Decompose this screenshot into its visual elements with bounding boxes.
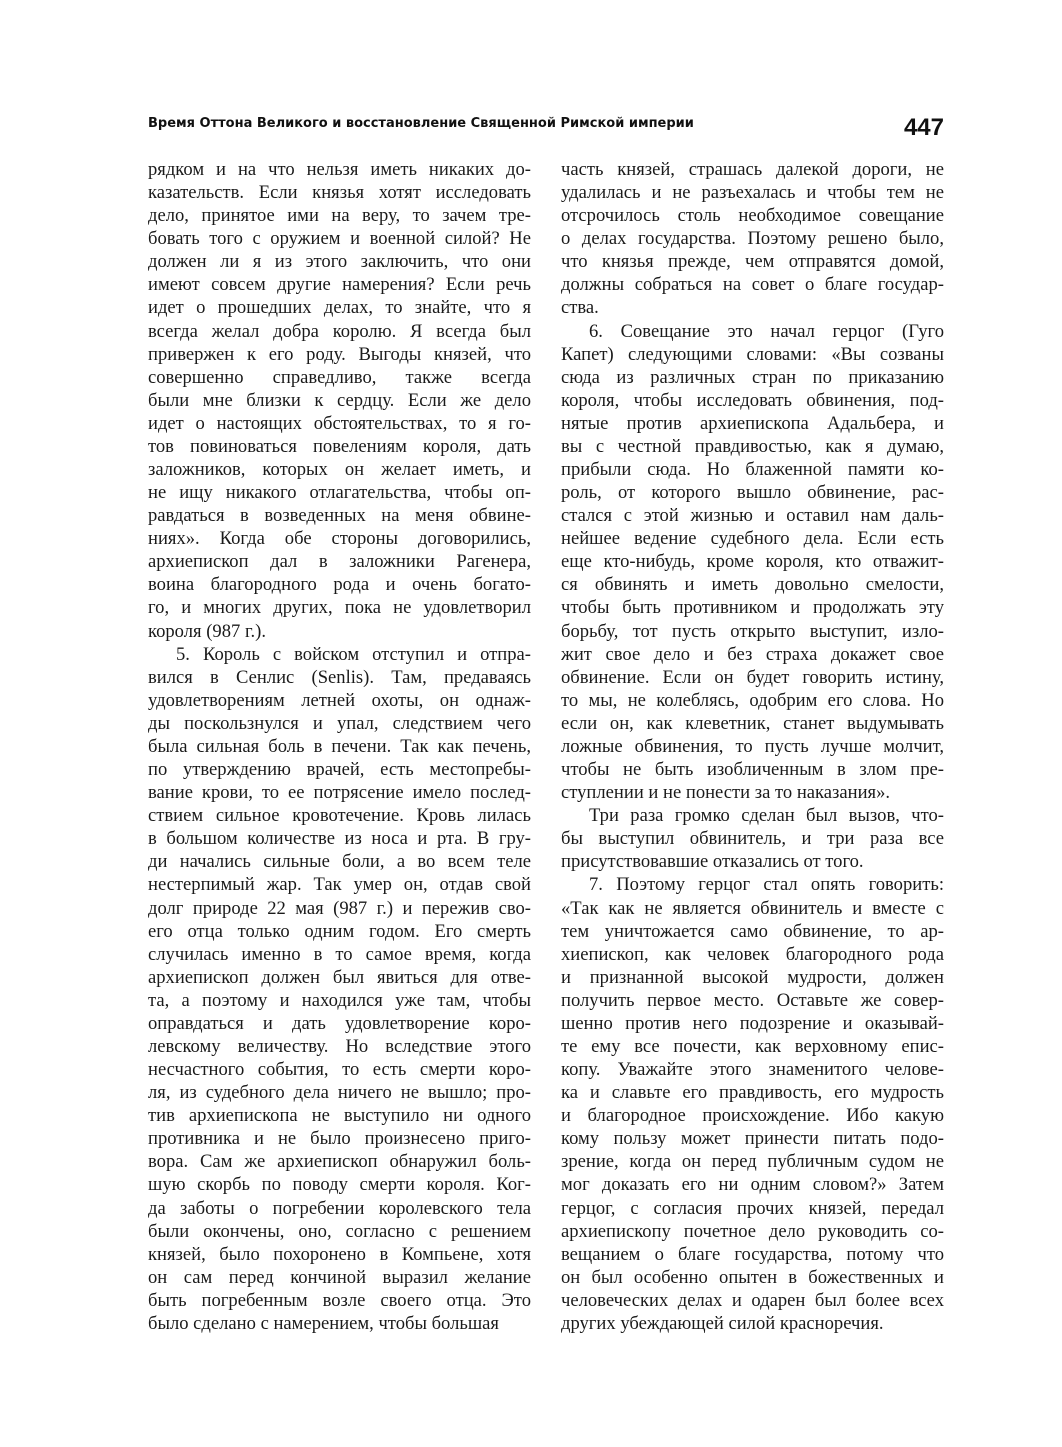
text-line: в большом количестве из носа и рта. В гру- — [148, 828, 531, 850]
text-line: казательств. Если князья хотят исследовать — [148, 182, 531, 204]
text-line: долг природе 22 мая (987 г.) и пережив сво- — [148, 897, 531, 919]
text-line: кому пользу может принести питать подо- — [561, 1128, 944, 1150]
text-line: ступлении и не понести за то наказания». — [561, 782, 891, 804]
text-line: герцог, с согласия прочих князей, передал — [561, 1197, 944, 1219]
text-line: о делах государства. Поэтому решено было, — [561, 228, 944, 250]
text-line: вился в Сенлис (Senlis). Там, предаваясь — [148, 666, 531, 688]
text-line: копу. Уважайте этого знаменитого челове- — [561, 1059, 944, 1081]
text-line: ложные обвинения, то пусть лучше молчит, — [561, 735, 944, 757]
text-line: его отца только одним годом. Его смерть — [148, 920, 531, 942]
right-text-column — [561, 158, 944, 1335]
text-line: было сделано с намерением, чтобы большая — [148, 1312, 499, 1334]
text-line: архиепископ должен был явиться для отве- — [148, 966, 531, 988]
text-line: вещанием о благе государства, потому что — [561, 1243, 944, 1265]
text-line: и признанной высокой мудрости, должен — [561, 966, 944, 988]
text-line: он сам перед кончиной выразил желание — [148, 1266, 531, 1288]
text-line: ди начались сильные боли, а во всем теле — [148, 851, 531, 873]
text-line: воина благородного рода и очень богато- — [148, 574, 531, 596]
text-line: совершенно справедливо, также всегда — [148, 366, 531, 388]
left-text-column — [148, 158, 531, 1335]
text-line: бы выступил обвинитель, и три раза все — [561, 828, 944, 850]
text-line: нестерпимый жар. Так умер он, отдав свой — [148, 874, 531, 896]
text-line: Капет) следующими словами: «Вы созваны — [561, 343, 944, 365]
text-line: чтобы быть противником и продолжать эту — [561, 597, 944, 619]
text-line: левскому величеству. Но вследствие этого — [148, 1035, 531, 1057]
text-line: заложников, которых он желает иметь, и — [148, 459, 531, 481]
text-line: тов повиноваться повелениям короля, дать — [148, 435, 531, 457]
text-line: роль, от которого вышло обвинение, рас- — [561, 482, 944, 504]
text-line: зрение, когда он перед публичным судом не — [561, 1151, 944, 1173]
text-line: жит свое дело и без страха докажет свое — [561, 643, 944, 665]
text-line: хиепископ, как человек благородного рода — [561, 943, 944, 965]
text-line: чтобы не быть изобличенным в злом пре- — [561, 759, 944, 781]
text-line: идет о настоящих обстоятельствах, то я го- — [148, 412, 531, 434]
text-line: обвинение. Если он будет говорить истину, — [561, 666, 944, 688]
text-line: часть князей, страшась далекой дороги, не — [561, 159, 944, 180]
text-line: короля, чтобы исследовать обвинения, под- — [561, 389, 944, 411]
text-line: и благородное происхождение. Ибо какую — [561, 1105, 944, 1127]
text-line: еще кто-нибудь, кроме короля, кто отважит- — [561, 551, 944, 573]
text-line: шенно против него подозрение и оказывай- — [561, 1012, 944, 1034]
text-line: должен ли я из этого заключить, что они — [148, 251, 531, 273]
text-line: имеют совсем другие намерения? Если речь — [148, 274, 531, 296]
running-title: Время Оттона Великого и восстановление Священной Римской империи — [148, 116, 694, 131]
text-line: ды поскользнулся и упал, следствием чего — [148, 712, 531, 734]
text-line: борьбу, тот пусть открыто выступит, изло- — [561, 620, 944, 642]
text-line: равдаться в возведенных на меня обвине- — [148, 505, 531, 527]
text-line: го, и многих других, пока не удовлетворил — [148, 597, 531, 619]
text-line: если он, как клеветник, станет выдумывать — [561, 712, 944, 734]
text-line: короля (987 г.). — [148, 620, 266, 642]
text-line: были окончены, оно, согласно с решением — [148, 1220, 531, 1242]
text-line: удовлетворениям летней охоты, он однаж- — [148, 689, 531, 711]
text-line: князей, было похоронено в Компьене, хотя — [148, 1243, 531, 1265]
text-line: стался с этой жизнью и оставил нам даль- — [561, 505, 944, 527]
text-line: быть погребенным возле своего отца. Это — [148, 1289, 531, 1311]
page-number: 447 — [903, 114, 944, 141]
text-line: тив архиепископа не выступило ни одного — [148, 1105, 531, 1127]
text-line: 6. Совещание это начал герцог (Гуго — [589, 320, 944, 342]
text-line: других убеждающей силой красноречия. — [561, 1312, 884, 1334]
text-line: противника и не было произнесено приго- — [148, 1128, 531, 1150]
text-line: он был особенно опытен в божественных и — [561, 1266, 944, 1288]
text-line: вора. Сам же архиепископ обнаружил боль- — [148, 1151, 531, 1173]
text-line: оправдаться и дать удовлетворение коро- — [148, 1012, 531, 1034]
text-line: 5. Король с войском отступил и отпра- — [176, 643, 531, 665]
text-line: нейшее ведение судебного дела. Если есть — [561, 528, 944, 550]
text-line: архиепископу почетное дело руководить со- — [561, 1220, 944, 1242]
text-line: получить первое место. Оставьте же совер- — [561, 989, 944, 1011]
text-line: должны собраться на совет о благе государ- — [561, 274, 944, 296]
text-line: всегда желал добра королю. Я всегда был — [148, 320, 531, 342]
text-line: удалилась и не разъехалась и чтобы тем не — [561, 182, 944, 204]
text-line: по утверждению врачей, есть местопребы- — [148, 759, 531, 781]
text-line: та, а поэтому и находился уже там, чтобы — [148, 989, 531, 1011]
text-line: были мне близки к сердцу. Если же дело — [148, 389, 531, 411]
text-line: ся обвинять и иметь довольно смелости, — [561, 574, 944, 596]
text-line: архиепископ дал в заложники Рагенера, — [148, 551, 531, 573]
text-line: 7. Поэтому герцог стал опять говорить: — [589, 874, 944, 896]
text-line: отсрочилось столь необходимое совещание — [561, 205, 944, 227]
text-line: те ему все почести, как верховному епис- — [561, 1035, 944, 1057]
text-line: идет о прошедших делах, то знайте, что я — [148, 297, 531, 319]
text-line: не ищу никакого отлагательства, чтобы оп- — [148, 482, 531, 504]
text-line: дело, принятое ими на веру, то зачем тре- — [148, 205, 531, 227]
text-line: рядком и на что нельзя иметь никаких до- — [148, 159, 531, 180]
text-line: ниях». Когда обе стороны договорились, — [148, 528, 531, 550]
text-line: мог доказать его ни одним словом?» Затем — [561, 1174, 944, 1196]
text-line: шую скорбь по поводу смерти короля. Ког- — [148, 1174, 531, 1196]
text-line: тем уничтожается само обвинение, то ар- — [561, 920, 944, 942]
text-line: Три раза громко сделан был вызов, что- — [589, 805, 944, 827]
text-line: ка и славьте его правдивость, его мудрость — [561, 1082, 944, 1104]
text-line: присутствовавшие отказались от того. — [561, 851, 864, 873]
text-line: «Так как не является обвинитель и вместе с — [561, 897, 944, 919]
text-line: вы с честной правдивостью, как я думаю, — [561, 435, 944, 457]
text-line: вание крови, то ее потрясение имело послед- — [148, 782, 531, 804]
text-line: несчастного события, то есть смерти коро- — [148, 1059, 531, 1081]
text-line: то мы, не колеблясь, одобрим его слова. Но — [561, 689, 944, 711]
text-line: да заботы о погребении королевского тела — [148, 1197, 531, 1219]
text-line: была сильная боль в печени. Так как печень, — [148, 735, 531, 757]
text-line: ля, из судебного дела ничего не вышло; про- — [148, 1082, 531, 1104]
text-line: нятые против архиепископа Адальбера, и — [561, 412, 944, 434]
text-line: ства. — [561, 297, 599, 319]
text-line: бовать того с оружием и военной силой? Не — [148, 228, 531, 250]
text-line: ствием сильное кровотечение. Кровь лилась — [148, 805, 531, 827]
text-line: прибыли сюда. Но блаженной памяти ко- — [561, 459, 944, 481]
text-line: что князья прежде, чем отправятся домой, — [561, 251, 944, 273]
text-line: сюда из различных стран по приказанию — [561, 366, 944, 388]
text-line: случилась именно в то самое время, когда — [148, 943, 531, 965]
text-line: человеческих делах и одарен был более всех — [561, 1289, 944, 1311]
text-line: привержен к его роду. Выгоды князей, что — [148, 343, 531, 365]
